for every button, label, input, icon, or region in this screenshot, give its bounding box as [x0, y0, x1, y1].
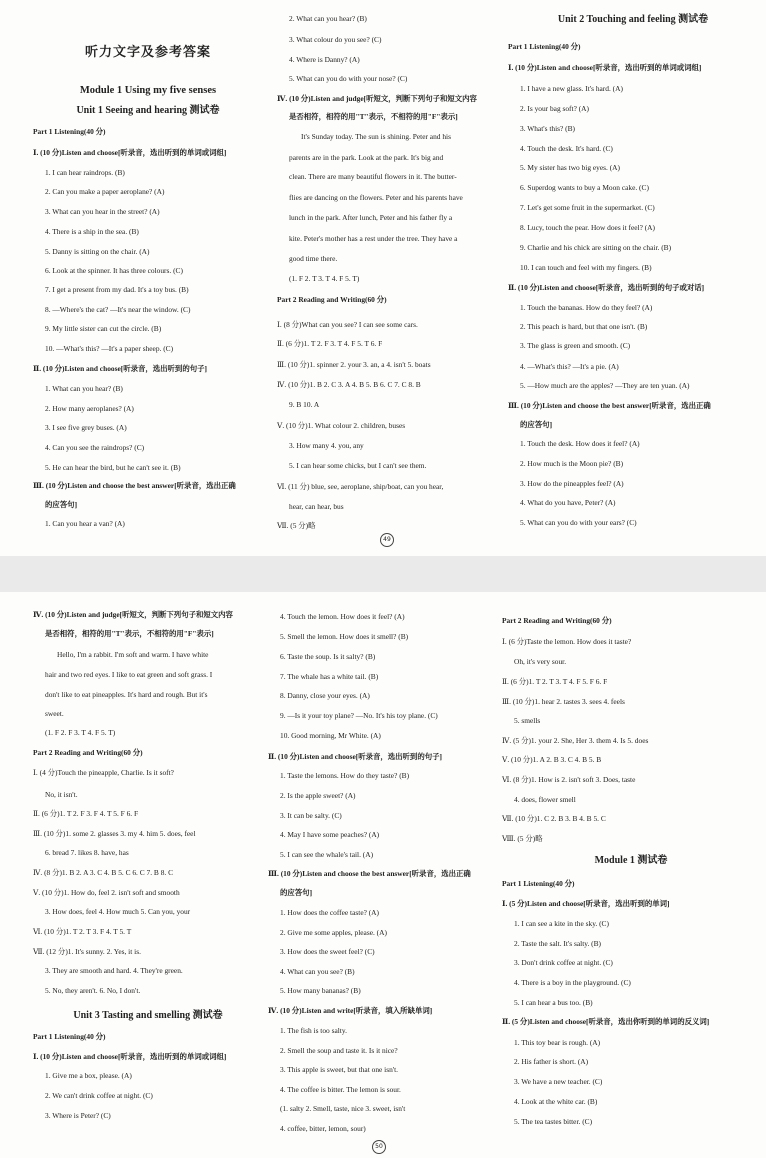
page1-col2-line: 5. I can hear some chicks, but I can't see them.: [289, 461, 427, 470]
page2-col1-line: Ⅲ. (10 分)1. some 2. glasses 3. my 4. him 5. does, feel: [33, 829, 196, 838]
page1-col1-line: 的应答句]: [45, 500, 78, 509]
page1-col2-line: Ⅱ. (6 分)1. T 2. F 3. T 4. F 5. T 6. F: [277, 339, 383, 348]
answer-page-49: [0, 0, 766, 556]
page1-col3-line: 8. Lucy, touch the pear. How does it feel? (A): [520, 223, 655, 232]
page1-col3-line: 5. My sister has two big eyes. (A): [520, 163, 620, 172]
page2-col3-line: Ⅴ. (10 分)1. A 2. B 3. C 4. B 5. B: [502, 755, 602, 764]
page1-col1-line: 2. How many aeroplanes? (A): [45, 404, 134, 413]
page2-col2-line: 3. How does the sweet feel? (C): [280, 947, 375, 956]
page1-col2-line: hear, can hear, bus: [289, 502, 344, 511]
page2-col3-line: Ⅰ. (5 分)Listen and choose[听录音，选出听到的单词]: [502, 899, 670, 908]
page1-col1-line: Module 1 Using my five senses: [79, 85, 217, 96]
page1-col1-line: 9. My little sister can cut the circle. (B): [45, 324, 162, 333]
page2-col2-line: 4. May I have some peaches? (A): [280, 830, 380, 839]
page2-col3-line: 5. The tea tastes bitter. (C): [514, 1117, 593, 1126]
page1-col1-line: 5. He can hear the bird, but he can't see it. (B): [45, 463, 181, 472]
page2-col2-line: 2. Smell the soup and taste it. Is it nice?: [280, 1046, 398, 1055]
page2-col3-line: 4. Look at the white car. (B): [514, 1097, 598, 1106]
page2-col3-line: 4. does, flower smell: [514, 795, 576, 804]
page2-col1-line: Ⅶ. (12 分)1. It's sunny. 2. Yes, it is.: [33, 947, 141, 956]
page1-col2-line: Ⅳ. (10 分)Listen and judge[听短文，判断下列句子和短文内容: [277, 94, 477, 103]
page2-col3-line: Ⅵ. (8 分)1. How is 2. isn't soft 3. Does, taste: [502, 775, 636, 784]
page1-col3-line: 1. Touch the desk. How does it feel? (A): [520, 439, 640, 448]
page2-col1-line: Unit 3 Tasting and smelling 测试卷: [73, 1010, 223, 1021]
page2-col2-line: 的应答句]: [280, 888, 313, 897]
page2-col3-line: 5. I can hear a bus too. (B): [514, 998, 593, 1007]
page1-col2-line: Part 2 Reading and Writing(60 分): [277, 295, 387, 304]
page2-col2-line: 9. —Is it your toy plane? —No. It's his toy plane. (C): [280, 711, 438, 720]
page2-col1-line: Hello, I'm a rabbit. I'm soft and warm. I have white: [57, 650, 209, 659]
page2-col1-line: No, it isn't.: [45, 790, 78, 799]
page1-col3-line: 4. —What's this? —It's a pie. (A): [520, 362, 619, 371]
page1-col2-line: good time there.: [289, 254, 338, 263]
page2-col2-line: 2. Is the apple sweet? (A): [280, 791, 356, 800]
page2-col1-line: Ⅰ. (10 分)Listen and choose[听录音，选出听到的单词或词组]: [33, 1052, 227, 1061]
page1-col2-line: Ⅰ. (8 分)What can you see? I can see some cars.: [277, 320, 418, 329]
page-number: 50: [372, 1140, 386, 1154]
page1-col1-line: Unit 1 Seeing and hearing 测试卷: [76, 105, 220, 116]
page2-col3-line: Module 1 测试卷: [594, 855, 668, 866]
page1-col3-line: 9. Charlie and his chick are sitting on the chair. (B): [520, 243, 672, 252]
page1-col1-line: 8. —Where's the cat? —It's near the window. (C): [45, 305, 191, 314]
page2-col3-line: Part 1 Listening(40 分): [502, 879, 575, 888]
page1-col2-line: Ⅶ. (5 分)略: [277, 521, 316, 530]
page2-col1-line: 3. Where is Peter? (C): [45, 1111, 111, 1120]
page2-col3-line: Ⅱ. (5 分)Listen and choose[听录音，选出你听到的单词的反义词]: [502, 1017, 710, 1026]
page2-col3-line: 5. smells: [514, 716, 541, 725]
page1-col3-line: 的应答句]: [520, 420, 553, 429]
page1-col1-line: 1. Can you hear a van? (A): [45, 519, 125, 528]
page2-col2-line: 6. Taste the soup. Is it salty? (B): [280, 652, 376, 661]
page2-col2-line: 4. The coffee is bitter. The lemon is sour.: [280, 1085, 401, 1094]
page1-col2-line: It's Sunday today. The sun is shining. Peter and his: [301, 132, 451, 141]
page2-col2-line: 5. Smell the lemon. How does it smell? (B): [280, 632, 409, 641]
page2-col1-line: 6. bread 7. likes 8. have, has: [45, 848, 129, 857]
page1-col2-line: Ⅲ. (10 分)1. spinner 2. your 3. an, a 4. isn't 5. boats: [277, 360, 431, 369]
page1-col3-line: Ⅲ. (10 分)Listen and choose the best answer[听录音，选出正确: [508, 401, 711, 410]
page2-col2-line: 1. Taste the lemons. How do they taste? (B): [280, 771, 410, 780]
page2-col2-line: 2. Give me some apples, please. (A): [280, 928, 387, 937]
page2-col3-line: Ⅷ. (5 分)略: [502, 834, 543, 843]
page2-col2-line: 5. I can see the whale's tail. (A): [280, 850, 374, 859]
page1-col3-line: 1. Touch the bananas. How do they feel? (A): [520, 303, 653, 312]
page2-col3-line: Ⅳ. (5 分)1. your 2. She, Her 3. them 4. Is 5. does: [502, 736, 649, 745]
page1-col1-line: 4. Can you see the raindrops? (C): [45, 443, 145, 452]
page2-col1-line: 2. We can't drink coffee at night. (C): [45, 1091, 153, 1100]
page2-col3-line: Part 2 Reading and Writing(60 分): [502, 616, 612, 625]
page1-col3-line: Unit 2 Touching and feeling 测试卷: [557, 14, 709, 25]
page2-col1-line: sweet.: [45, 709, 64, 718]
page1-col2-line: (1. F 2. T 3. T 4. F 5. T): [289, 274, 360, 283]
page1-col1-line: Ⅱ. (10 分)Listen and choose[听录音，选出听到的句子]: [33, 364, 207, 373]
page1-col3-line: 10. I can touch and feel with my fingers. (B): [520, 263, 652, 272]
page1-col1-line: 1. What can you hear? (B): [45, 384, 123, 393]
page1-col3-line: Part 1 Listening(40 分): [508, 42, 581, 51]
page1-col3-line: 3. What's this? (B): [520, 124, 575, 133]
page1-col3-line: 2. How much is the Moon pie? (B): [520, 459, 624, 468]
page1-col1-line: 1. I can hear raindrops. (B): [45, 168, 125, 177]
page1-col3-line: 4. What do you have, Peter? (A): [520, 498, 616, 507]
page1-col2-line: Ⅴ. (10 分)1. What colour 2. children, buses: [277, 421, 406, 430]
page2-col3-line: 4. There is a boy in the playground. (C): [514, 978, 631, 987]
page2-col2-line: 5. How many bananas? (B): [280, 986, 361, 995]
page-gap: [0, 556, 766, 592]
page1-col1-line: 听力文字及参考答案: [84, 44, 211, 59]
page2-col2-line: 4. What can you see? (B): [280, 967, 355, 976]
page2-col2-line: Ⅱ. (10 分)Listen and choose[听录音，选出听到的句子]: [268, 752, 442, 761]
page1-col2-line: 2. What can you hear? (B): [289, 14, 367, 23]
page1-col2-line: 9. B 10. A: [289, 400, 320, 409]
page2-col2-line: Ⅲ. (10 分)Listen and choose the best answer[听录音，选出正确: [268, 869, 471, 878]
page1-col3-line: Ⅰ. (10 分)Listen and choose[听录音，选出听到的单词或词组]: [508, 63, 702, 72]
page2-col1-line: Ⅳ. (10 分)Listen and judge[听短文，判断下列句子和短文内容: [33, 610, 233, 619]
page1-col2-line: clean. There are many beautiful flowers in it. The butter-: [289, 172, 457, 181]
page2-col2-line: 8. Danny, close your eyes. (A): [280, 691, 370, 700]
page1-col3-line: 6. Superdog wants to buy a Moon cake. (C): [520, 183, 649, 192]
page2-col2-line: 3. This apple is sweet, but that one isn't.: [280, 1065, 398, 1074]
page2-col2-line: 1. How does the coffee taste? (A): [280, 908, 379, 917]
page2-col3-line: 2. His father is short. (A): [514, 1057, 589, 1066]
page2-col3-line: Ⅲ. (10 分)1. hear 2. tastes 3. sees 4. feels: [502, 697, 625, 706]
page1-col1-line: Ⅲ. (10 分)Listen and choose the best answer[听录音，选出正确: [33, 481, 236, 490]
page-number: 49: [380, 533, 394, 547]
page2-col1-line: 5. No, they aren't. 6. No, I don't.: [45, 986, 141, 995]
page2-col1-line: don't like to eat pineapples. It's hard and rough. But it's: [45, 690, 208, 699]
page2-col1-line: 3. How does, feel 4. How much 5. Can you, your: [45, 907, 191, 916]
page2-col1-line: (1. F 2. F 3. T 4. F 5. T): [45, 728, 116, 737]
page2-col1-line: hair and two red eyes. I like to eat green and soft grass. I: [45, 670, 213, 679]
page2-col3-line: Oh, it's very sour.: [514, 657, 567, 666]
page1-col3-line: 2. Is your bag soft? (A): [520, 104, 589, 113]
page1-col2-line: kite. Peter's mother has a rest under the tree. They have a: [289, 234, 458, 243]
page1-col2-line: 3. What colour do you see? (C): [289, 35, 382, 44]
page1-col1-line: 3. I see five grey buses. (A): [45, 423, 127, 432]
page1-col2-line: 4. Where is Danny? (A): [289, 55, 360, 64]
page2-col1-line: Ⅳ. (8 分)1. B 2. A 3. C 4. B 5. C 6. C 7. B 8. C: [33, 868, 174, 877]
page2-col1-line: Ⅴ. (10 分)1. How do, feel 2. isn't soft and smooth: [33, 888, 180, 897]
page2-col3-line: 1. This toy bear is rough. (A): [514, 1038, 601, 1047]
page1-col3-line: 3. The glass is green and smooth. (C): [520, 341, 631, 350]
page1-col3-line: 5. What can you do with your ears? (C): [520, 518, 637, 527]
page1-col1-line: 4. There is a ship in the sea. (B): [45, 227, 139, 236]
page1-col3-line: 1. I have a new glass. It's hard. (A): [520, 84, 623, 93]
page2-col1-line: 3. They are smooth and hard. 4. They're green.: [45, 966, 183, 975]
page1-col3-line: 3. How do the pineapples feel? (A): [520, 479, 624, 488]
page1-col2-line: flies are dancing on the flowers. Peter and his parents have: [289, 193, 463, 202]
answer-page-50: [0, 592, 766, 1158]
page2-col1-line: Part 1 Listening(40 分): [33, 1032, 106, 1041]
page2-col2-line: 4. Touch the lemon. How does it feel? (A): [280, 612, 405, 621]
page2-col2-line: (1. salty 2. Smell, taste, nice 3. sweet, isn't: [280, 1104, 406, 1113]
page1-col2-line: 5. What can you do with your nose? (C): [289, 74, 408, 83]
page2-col3-line: 1. I can see a kite in the sky. (C): [514, 919, 609, 928]
page1-col3-line: 5. —How much are the apples? —They are ten yuan. (A): [520, 381, 690, 390]
page2-col2-line: 4. coffee, bitter, lemon, sour): [280, 1124, 366, 1133]
page1-col2-line: 3. How many 4. you, any: [289, 441, 364, 450]
page1-col2-line: parents are in the park. Look at the park. It's big and: [289, 153, 444, 162]
page2-col1-line: Part 2 Reading and Writing(60 分): [33, 748, 143, 757]
page1-col2-line: Ⅵ. (11 分) blue, see, aeroplane, ship/boat, can you hear,: [277, 482, 444, 491]
page1-col1-line: 3. What can you hear in the street? (A): [45, 207, 160, 216]
page2-col3-line: 3. We have a new teacher. (C): [514, 1077, 603, 1086]
page1-col1-line: Ⅰ. (10 分)Listen and choose[听录音，选出听到的单词或词组]: [33, 148, 227, 157]
page1-col1-line: 6. Look at the spinner. It has three colours. (C): [45, 266, 183, 275]
page1-col1-line: 5. Danny is sitting on the chair. (A): [45, 247, 150, 256]
page2-col1-line: 1. Give me a box, please. (A): [45, 1071, 132, 1080]
page1-col2-line: 是否相符，相符的用"T"表示，不相符的用"F"表示]: [289, 112, 458, 121]
page1-col1-line: Part 1 Listening(40 分): [33, 127, 106, 136]
page2-col2-line: 1. The fish is too salty.: [280, 1026, 347, 1035]
page1-col1-line: 7. I get a present from my dad. It's a toy bus. (B): [45, 285, 189, 294]
page1-col3-line: 7. Let's get some fruit in the supermarket. (C): [520, 203, 655, 212]
page2-col1-line: Ⅱ. (6 分)1. T 2. F 3. F 4. T 5. F 6. F: [33, 809, 139, 818]
page2-col1-line: Ⅰ. (4 分)Touch the pineapple, Charlie. Is it soft?: [33, 768, 174, 777]
page2-col2-line: Ⅳ. (10 分)Listen and write[听录音，填入所缺单词]: [268, 1006, 433, 1015]
page1-col3-line: 2. This peach is hard, but that one isn't. (B): [520, 322, 648, 331]
page2-col3-line: Ⅶ. (10 分)1. C 2. B 3. B 4. B 5. C: [502, 814, 606, 823]
page1-col2-line: Ⅳ. (10 分)1. B 2. C 3. A 4. B 5. B 6. C 7. C 8. B: [277, 380, 421, 389]
page1-col1-line: 10. —What's this? —It's a paper sheep. (C): [45, 344, 174, 353]
page2-col1-line: 是否相符，相符的用"T"表示，不相符的用"F"表示]: [45, 629, 214, 638]
page2-col2-line: 3. It can be salty. (C): [280, 811, 342, 820]
page2-col3-line: 3. Don't drink coffee at night. (C): [514, 958, 613, 967]
page1-col3-line: 4. Touch the desk. It's hard. (C): [520, 144, 613, 153]
page2-col3-line: Ⅰ. (6 分)Taste the lemon. How does it taste?: [502, 637, 632, 646]
page2-col3-line: 2. Taste the salt. It's salty. (B): [514, 939, 602, 948]
page1-col1-line: 2. Can you make a paper aeroplane? (A): [45, 187, 165, 196]
page2-col2-line: 10. Good morning, Mr White. (A): [280, 731, 381, 740]
page2-col1-line: Ⅵ. (10 分)1. T 2. T 3. F 4. T 5. T: [33, 927, 132, 936]
page2-col2-line: 7. The whale has a white tail. (B): [280, 672, 379, 681]
page1-col3-line: Ⅱ. (10 分)Listen and choose[听录音，选出听到的句子或对话]: [508, 283, 705, 292]
page2-col3-line: Ⅱ. (6 分)1. T 2. T 3. T 4. F 5. F 6. F: [502, 677, 608, 686]
page1-col2-line: lunch in the park. After lunch, Peter and his father fly a: [289, 213, 453, 222]
